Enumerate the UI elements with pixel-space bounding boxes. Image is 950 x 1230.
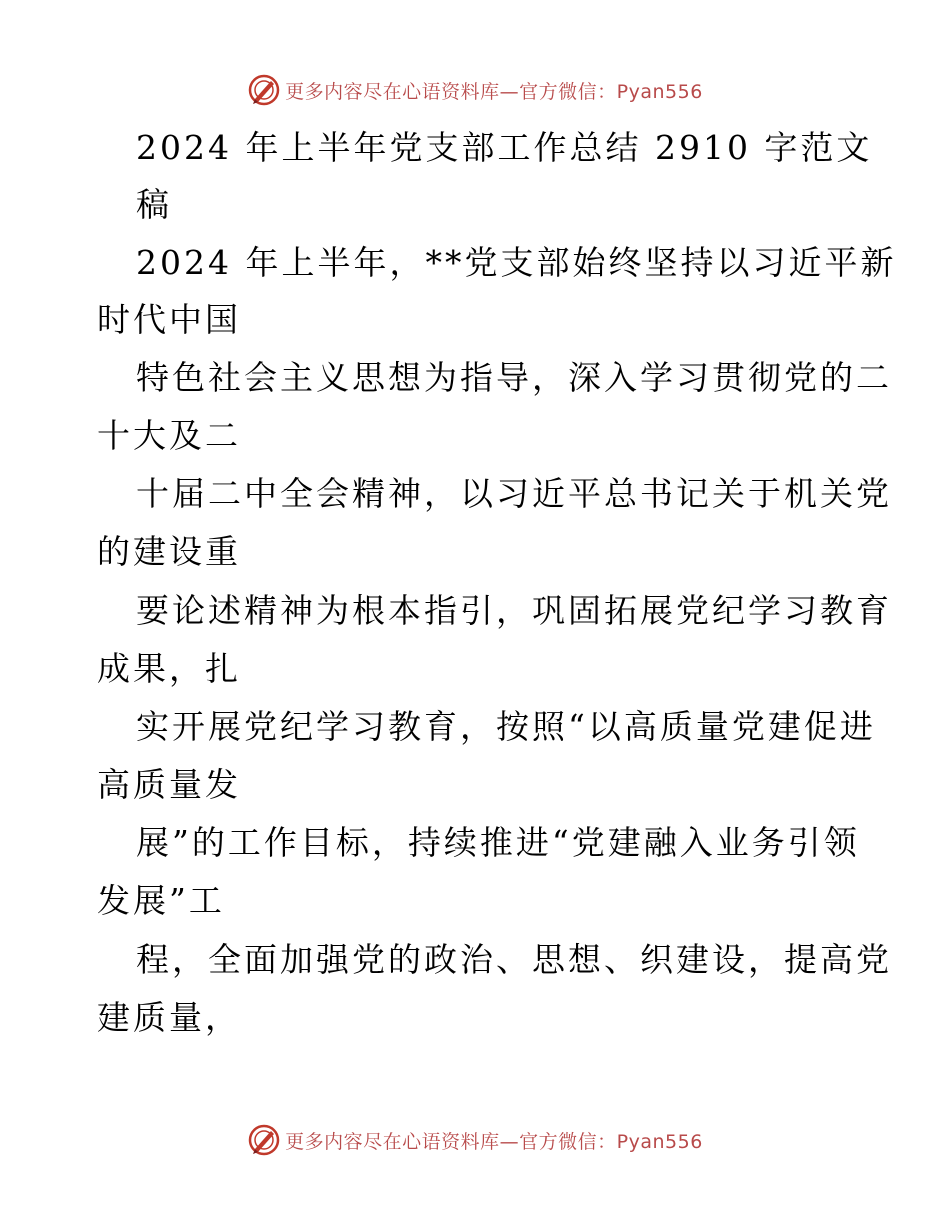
paragraph-line: 特色社会主义思想为指导，深入学习贯彻党的二 (136, 358, 892, 397)
paragraph-line: 发展”工 (97, 881, 225, 920)
pen-logo-icon (247, 1123, 281, 1157)
paragraph-line: 实开展党纪学习教育，按照“以高质量党建促进 (136, 707, 876, 746)
paragraph-line: 成果，扎 (97, 649, 241, 688)
header-watermark-text: 更多内容尽在心语资料库—官方微信：Pyan556 (285, 80, 703, 103)
footer-watermark-text: 更多内容尽在心语资料库—官方微信：Pyan556 (285, 1130, 703, 1153)
paragraph-line: 十届二中全会精神，以习近平总书记关于机关党 (136, 474, 892, 513)
paragraph-line: 建质量， (97, 998, 241, 1037)
paragraph-line: 2024 年上半年，**党支部始终坚持以习近平新 (136, 243, 897, 282)
doc-title-line: 稿 (136, 185, 172, 224)
doc-title-line: 2024 年上半年党支部工作总结 2910 字范文 (136, 128, 873, 167)
paragraph-line: 时代中国 (97, 300, 241, 339)
paragraph-line: 的建设重 (97, 532, 241, 571)
paragraph-line: 展”的工作目标，持续推进“党建融入业务引领 (136, 823, 860, 862)
paragraph-line: 程，全面加强党的政治、思想、织建设，提高党 (136, 940, 892, 979)
footer-watermark-banner (0, 1120, 950, 1160)
paragraph-line: 高质量发 (97, 765, 241, 804)
paragraph-line: 十大及二 (97, 416, 241, 455)
paragraph-line: 要论述精神为根本指引，巩固拓展党纪学习教育 (136, 591, 892, 630)
